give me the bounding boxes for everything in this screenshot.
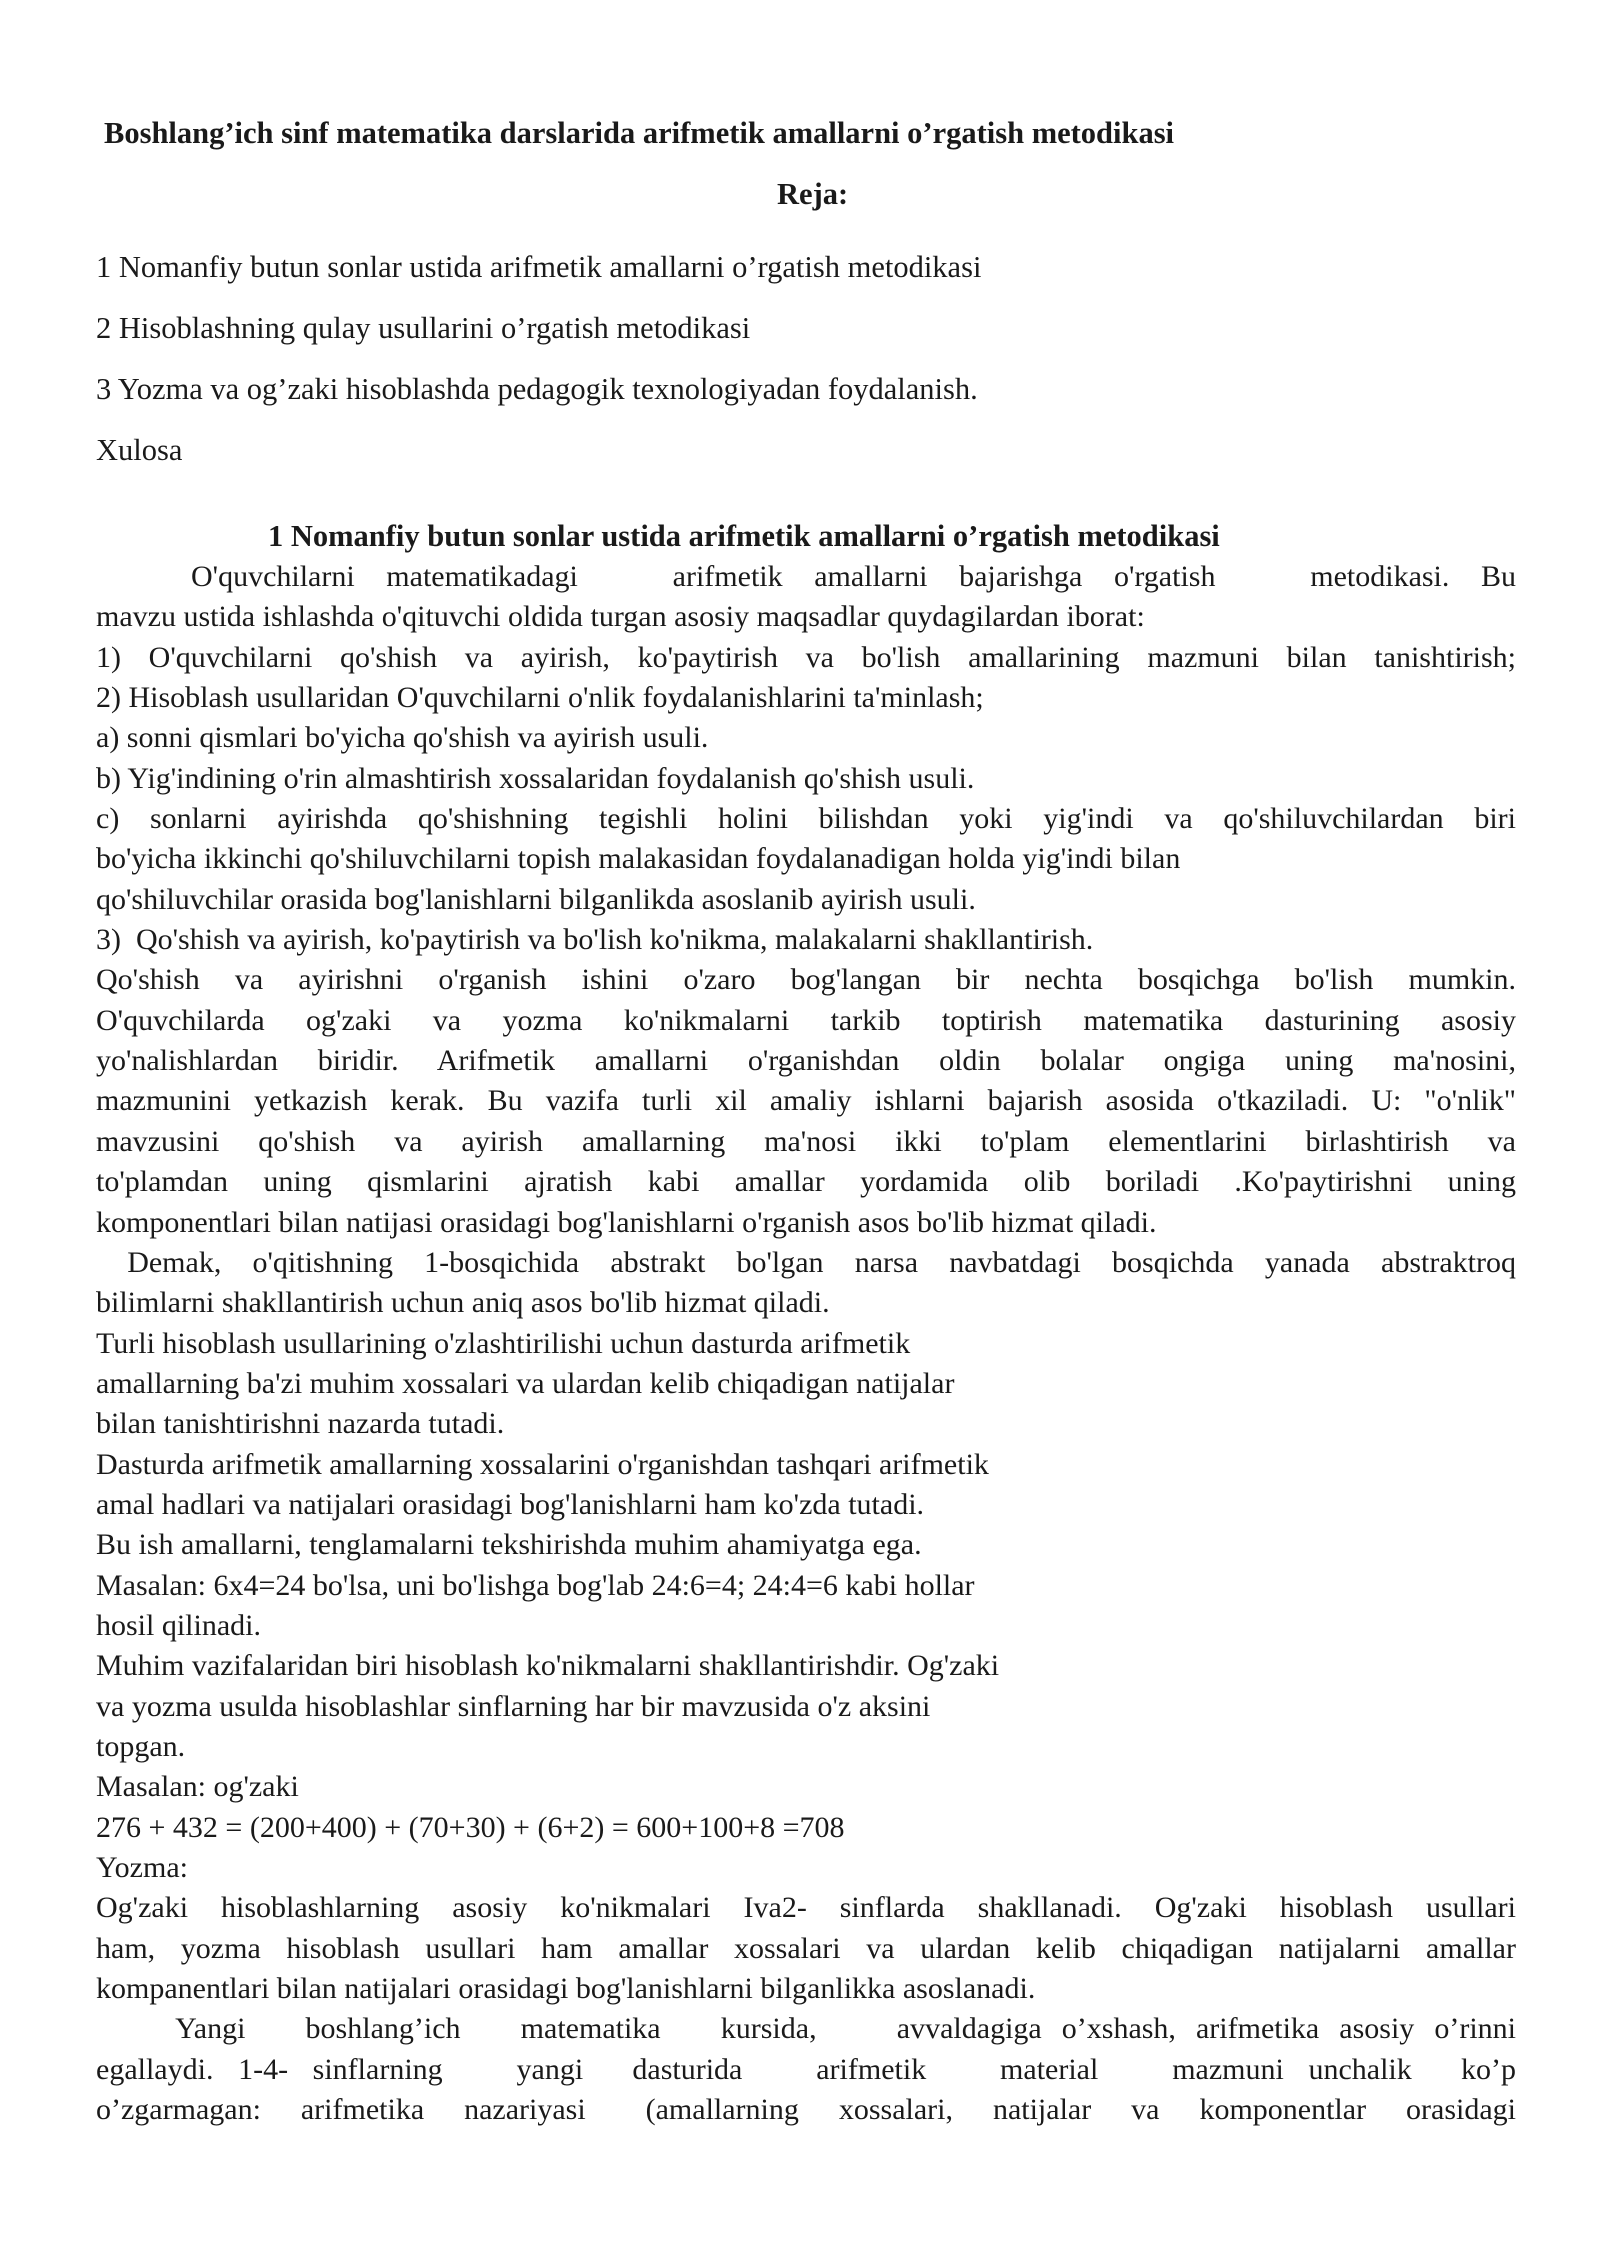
- plan-heading: Reja:: [777, 177, 849, 211]
- body-line: Turli hisoblash usullarining o'zlashtirilishi uchun dasturda arifmetik: [96, 1326, 911, 1360]
- body-line: Yangi boshlang’ich matematika kursida, avvaldagiga o’xshash, arifmetika asosiy o’rinni: [96, 2012, 1516, 2046]
- body-line: b) Yig'indining o'rin almashtirish xossalaridan foydalanish qo'shish usuli.: [96, 761, 975, 795]
- plan-list: [96, 237, 981, 481]
- body-line: yo'nalishlardan biridir. Arifmetik amallarni o'rganishdan oldin bolalar ongiga uning ma'nosini,: [96, 1044, 1516, 1078]
- body-line: O'quvchilarda og'zaki va yozma ko'nikmalarni tarkib toptirish matematika dasturining asosiy: [96, 1003, 1516, 1037]
- section-body: [96, 557, 1516, 2130]
- body-line: bilimlarni shakllantirish uchun aniq asos bo'lib hizmat qiladi.: [96, 1286, 830, 1320]
- plan-item: 1 Nomanfiy butun sonlar ustida arifmetik amallarni o’rgatish metodikasi: [96, 250, 982, 284]
- body-line: kompanentlari bilan natijalari orasidagi bog'lanishlarni bilganlikka asoslanadi.: [96, 1972, 1036, 2006]
- body-line: 1) O'quvchilarni qo'shish va ayirish, ko'paytirish va bo'lish amallarining mazmuni bilan tanishtirish;: [96, 640, 1516, 674]
- body-line: Masalan: 6x4=24 bo'lsa, uni bo'lishga bog'lab 24:6=4; 24:4=6 kabi hollar: [96, 1568, 975, 1602]
- plan-item-conclusion: Xulosa: [96, 433, 183, 467]
- body-line: Qo'shish va ayirishni o'rganish ishini o'zaro bog'langan bir nechta bosqichga bo'lish mumkin.: [96, 963, 1516, 997]
- body-line: mazmunini yetkazish kerak. Bu vazifa turli xil amaliy ishlarni bajarish asosida o'tkaziladi. U: "o'nlik": [96, 1084, 1516, 1118]
- body-line: mavzu ustida ishlashda o'qituvchi oldida turgan asosiy maqsadlar quydagilardan iborat:: [96, 600, 1145, 634]
- body-line: Muhim vazifalaridan biri hisoblash ko'nikmalarni shakllantirishdir. Og'zaki: [96, 1649, 1000, 1683]
- body-line: hosil qilinadi.: [96, 1608, 261, 1642]
- section-heading: 1 Nomanfiy butun sonlar ustida arifmetik amallarni o’rgatish metodikasi: [268, 519, 1220, 553]
- body-line: to'plamdan uning qismlarini ajratish kabi amallar yordamida olib boriladi .Ko'paytirishni uning: [96, 1165, 1516, 1199]
- body-line: mavzusini qo'shish va ayirish amallarning ma'nosi ikki to'plam elementlarini birlashtirish va: [96, 1124, 1516, 1158]
- body-line: egallaydi. 1-4- sinflarning yangi dasturida arifmetik material mazmuni unchalik ko’p: [96, 2052, 1516, 2086]
- body-line: bo'yicha ikkinchi qo'shiluvchilarni topish malakasidan foydalanadigan holda yig'indi bilan: [96, 842, 1181, 876]
- body-line: qo'shiluvchilar orasida bog'lanishlarni bilganlikda asoslanib ayirish usuli.: [96, 882, 976, 916]
- body-line: 276 + 432 = (200+400) + (70+30) + (6+2) = 600+100+8 =708: [96, 1810, 845, 1844]
- body-line: bilan tanishtirishni nazarda tutadi.: [96, 1407, 505, 1441]
- body-line: ham, yozma hisoblash usullari ham amallar xossalari va ulardan kelib chiqadigan natijalarni amallar: [96, 1931, 1516, 1965]
- body-line: O'quvchilarni matematikadagi arifmetik amallarni bajarishga o'rgatish metodikasi. Bu: [191, 560, 1516, 593]
- body-line: Dasturda arifmetik amallarning xossalarini o'rganishdan tashqari arifmetik: [96, 1447, 989, 1481]
- body-line: o’zgarmagan: arifmetika nazariyasi (amallarning xossalari, natijalar va komponentlar orasidagi: [96, 2093, 1516, 2127]
- body-line: Masalan: og'zaki: [96, 1770, 299, 1804]
- body-line: 3) Qo'shish va ayirish, ko'paytirish va bo'lish ko'nikma, malakalarni shakllantirish.: [96, 923, 1094, 957]
- plan-item: 3 Yozma va og’zaki hisoblashda pedagogik texnologiyadan foydalanish.: [96, 372, 978, 406]
- body-line: Yozma:: [96, 1851, 188, 1884]
- body-line: amal hadlari va natijalari orasidagi bog'lanishlarni ham ko'zda tutadi.: [96, 1487, 925, 1521]
- body-line: va yozma usulda hisoblashlar sinflarning har bir mavzusida o'z aksini: [96, 1689, 931, 1723]
- document-title: Boshlang’ich sinf matematika darslarida arifmetik amallarni o’rgatish metodikasi: [104, 116, 1175, 150]
- body-line: Demak, o'qitishning 1-bosqichida abstrakt bo'lgan narsa navbatdagi bosqichda yanada abstraktroq: [96, 1245, 1516, 1279]
- body-line: c) sonlarni ayirishda qo'shishning tegishli holini bilishdan yoki yig'indi va qo'shiluvchilardan biri: [96, 802, 1516, 836]
- body-line: Og'zaki hisoblashlarning asosiy ko'nikmalari Iva2- sinflarda shakllanadi. Og'zaki hisoblash usullari: [96, 1891, 1516, 1925]
- plan-item: 2 Hisoblashning qulay usullarini o’rgatish metodikasi: [96, 311, 751, 345]
- body-line: topgan.: [96, 1729, 186, 1763]
- body-line: 2) Hisoblash usullaridan O'quvchilarni o'nlik foydalanishlarini ta'minlash;: [96, 681, 984, 715]
- body-line: komponentlari bilan natijasi orasidagi bog'lanishlarni o'rganish asos bo'lib hizmat qiladi.: [96, 1205, 1157, 1239]
- body-line: a) sonni qismlari bo'yicha qo'shish va ayirish usuli.: [96, 721, 709, 755]
- body-line: Bu ish amallarni, tenglamalarni tekshirishda muhim ahamiyatga ega.: [96, 1528, 922, 1562]
- body-line: amallarning ba'zi muhim xossalari va ulardan kelib chiqadigan natijalar: [96, 1366, 955, 1400]
